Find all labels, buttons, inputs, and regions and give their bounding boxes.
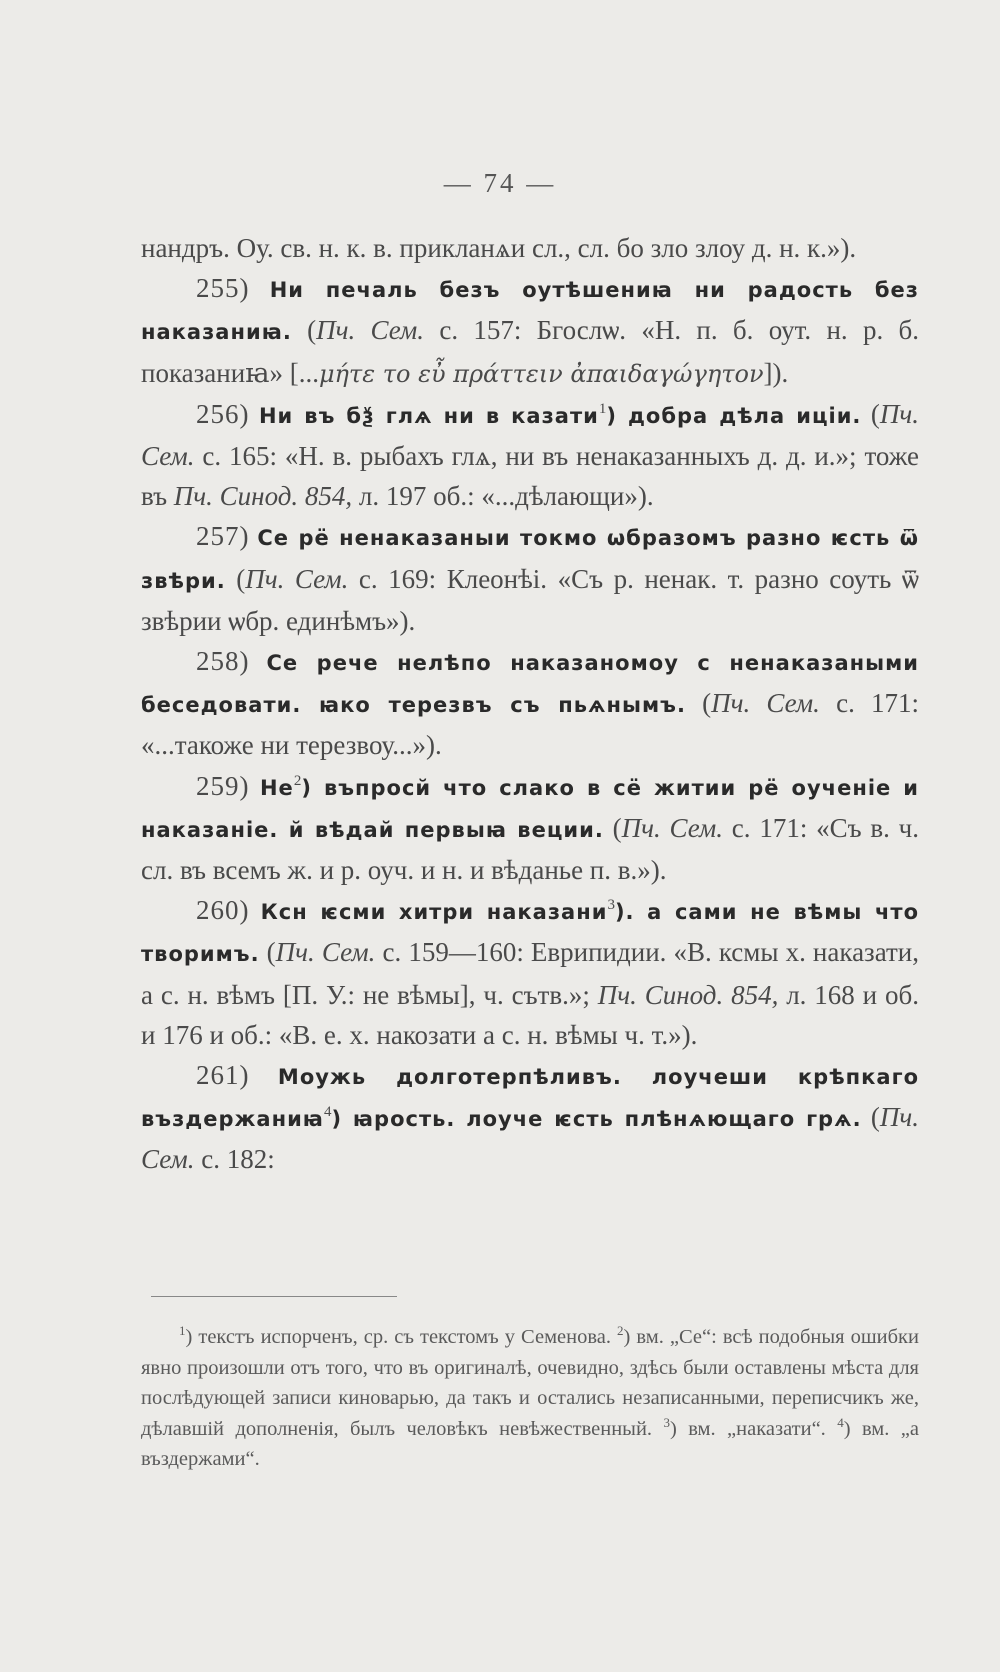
slavonic-text: Моужь долготерпѣливъ. лоучеши крѣпкаго въздержаниꙗ (141, 1065, 919, 1132)
entry-260 (141, 890, 919, 1055)
paren: ( (702, 688, 712, 719)
commentary-end: л. 168 и об. и 176 и об.: «В. е. х. накозати а с. н. вѣмы ч. т.»). (141, 979, 919, 1050)
commentary-end: л. 197 об.: «...дѣлающи»). (352, 481, 654, 512)
commentary-end: ]). (763, 357, 789, 388)
source-ref-2: Пч. Синод. 854, (173, 481, 353, 512)
footnote-4: ) вм. „а въздержами“. (141, 1417, 920, 1471)
entry-254-continuation: нандръ. Оу. св. н. к. в. прикланѧи сл., сл. бо зло злоу д. н. к.»). (141, 233, 857, 263)
source-ref: Пч. Сем. (141, 1102, 920, 1175)
entry-number: 258) (196, 646, 250, 677)
paren: ( (870, 398, 880, 429)
entry-257 (141, 516, 919, 641)
source-ref: Пч. Сем. (711, 688, 820, 719)
slavonic-text: Се рече нелѣпо наказаномоу с ненаказаными беседовати. ꙗко терезвъ съ пьѧнымъ. (141, 651, 920, 718)
commentary: с. 171: «...такоже ни терезвоу...»). (141, 688, 920, 761)
paren: ( (266, 937, 276, 968)
footnote-1: ) текстъ испорченъ, ср. съ текстомъ у Семенова. (185, 1326, 618, 1348)
commentary: с. 165: «Н. в. рыбахъ глѧ, ни въ ненаказанныхъ д. д. и.»; тоже въ (141, 441, 919, 512)
entry-259 (141, 766, 919, 891)
slavonic-text-2: ) добра дѣла иціи. (606, 403, 862, 428)
commentary: с. 171: «Съ в. ч. сл. въ всемъ ж. и р. оуч. и н. и вѣданье п. в.»). (141, 812, 919, 886)
footnote-ref: 4 (323, 1104, 332, 1121)
source-ref: Пч. Сем. (621, 812, 724, 843)
commentary: с. 169: Клеонѣі. «Съ р. ненак. т. разно соуть ѿ звѣрии ѡбр. единѣмъ»). (141, 563, 920, 636)
footnote-number: 3 (663, 1414, 670, 1430)
slavonic-text: Не (259, 775, 294, 800)
footnote-ref: 2 (293, 772, 302, 789)
entry-258 (141, 641, 919, 766)
footnotes (141, 1322, 919, 1475)
page-number: — 74 — (443, 168, 557, 198)
source-ref: Пч. Сем. (245, 563, 349, 594)
source-ref: Пч. Сем. (141, 398, 920, 472)
footnote-ref: 1 (598, 400, 607, 417)
paren: ( (612, 812, 622, 843)
footnote-number: 2 (617, 1323, 624, 1339)
entry-number: 256) (196, 398, 250, 429)
entry-number: 261) (196, 1060, 250, 1091)
slavonic-text: Ни печаль безъ оутѣшениꙗ ни радость без наказаниꙗ. (141, 278, 919, 345)
commentary: с. 182: (194, 1144, 275, 1175)
commentary: с. 159—160: Еврипидии. «В. ксмы х. наказати, а с. н. вѣмъ [П. У.: не вѣмы], ч. сътв.»; (141, 937, 920, 1010)
slavonic-text: Ни въ бѯ глѧ ни в казати (258, 403, 599, 428)
source-ref-2: Пч. Синод. 854, (597, 979, 779, 1010)
slavonic-text: Се рё ненаказаныи токмо ѡбразомъ разно ѥсть ѿ звѣри. (141, 526, 920, 593)
paren: ( (236, 563, 246, 594)
slavonic-text-2: ) въпросй что слако в сё житии рё оученіе и наказаніе. й вѣдай первыꙗ веции. (141, 775, 920, 842)
footnote-text (141, 1322, 919, 1475)
paren: ( (307, 315, 317, 346)
main-text (141, 228, 919, 1180)
footnote-3: ) вм. „наказати“. (669, 1417, 838, 1440)
footnote-number: 1 (179, 1323, 186, 1339)
commentary: с. 157: Бгослѡ. «Н. п. б. оут. н. р. б. показаниꙗ» [... (141, 315, 920, 388)
entry-number: 260) (196, 895, 250, 926)
entry-256 (141, 394, 919, 517)
footnote-ref: 3 (607, 897, 615, 914)
footnote-divider (151, 1296, 397, 1297)
slavonic-text: Ксн ѥсми хитри наказани (260, 900, 608, 925)
slavonic-text-2: ) ꙗрость. лоуче ѥсть плѣнѧющаго грѧ. (331, 1107, 862, 1132)
entry-number: 259) (196, 770, 250, 801)
paren: ( (870, 1102, 880, 1133)
source-ref: Пч. Сем. (275, 937, 376, 968)
footnote-2: ) вм. „Се“: всѣ подобныя ошибки явно произошли отъ того, что въ оригиналѣ, очевидно, здѣсь были оставлены мѣста для послѣдующей записи киноварью, да такъ и остались незаписанными, переписчикъ же, дѣлавшій дополненія, былъ человѣкъ невѣжественный. (141, 1326, 919, 1440)
entry-255 (141, 268, 919, 394)
entry-261 (141, 1055, 919, 1180)
entry-number: 257) (196, 521, 250, 552)
source-ref: Пч. Сем. (316, 315, 425, 346)
greek-text: μήτε το εὖ πράττειν ἀπαιδαγώγητον (318, 359, 764, 388)
footnote-number: 4 (837, 1414, 844, 1430)
entry-number: 255) (196, 273, 250, 304)
slavonic-text-2: ). а сами не вѣмы что творимъ. (141, 900, 920, 967)
